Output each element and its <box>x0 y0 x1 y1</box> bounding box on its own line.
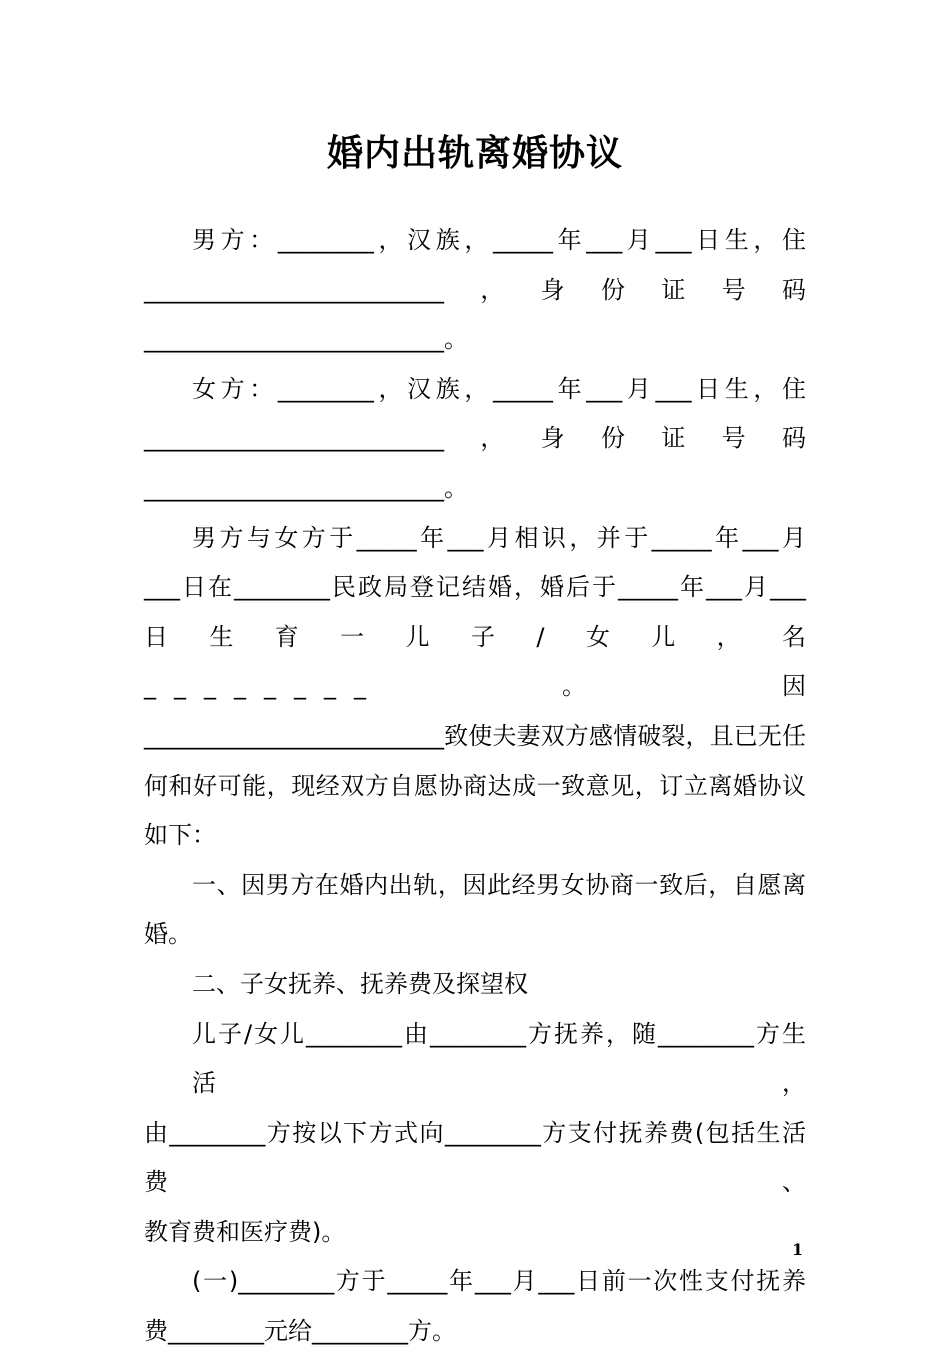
female-party-line-2: _________________________，身份证号码 <box>144 424 806 453</box>
marriage-line-3: 日生育一儿子/女儿，名________。因 <box>144 622 824 701</box>
paragraph-female-party <box>144 365 806 514</box>
document-body <box>144 216 824 1357</box>
paragraph-child-custody <box>144 1010 806 1258</box>
female-party-line-1: 女方：________，汉族，_____年___月___日生，住 <box>192 374 806 403</box>
paragraph-male-party <box>144 216 806 365</box>
support-line-2: 费________元给________方。 <box>144 1317 456 1346</box>
clause-2-heading: 二、子女抚养、抚养费及探望权 <box>192 969 528 998</box>
custody-line-2: 由________方按以下方式向________方支付抚养费(包括生活费、 <box>144 1118 806 1197</box>
custody-line-1: 儿子/女儿________由________方抚养，随________方生活， <box>192 1019 806 1098</box>
male-party-line-2: _________________________，身份证号码 <box>144 275 806 304</box>
clause-1-line-1: 一、因男方在婚内出轨，因此经男女协商一致后，自愿离 <box>192 870 806 899</box>
marriage-line-1: 男方与女方于_____年___月相识，并于_____年___月 <box>192 523 806 552</box>
marriage-line-2: ___日在________民政局登记结婚，婚后于_____年___月___ <box>144 573 806 602</box>
paragraph-support-payment <box>144 1257 806 1356</box>
paragraph-clause-1 <box>144 861 806 960</box>
paragraph-marriage-history <box>144 514 824 861</box>
marriage-line-5: 何和好可能，现经双方自愿协商达成一致意见，订立离婚协议 <box>144 771 806 800</box>
support-line-1: (一)________方于_____年___月___日前一次性支付抚养 <box>192 1267 806 1296</box>
male-party-line-1: 男方：________，汉族，_____年___月___日生，住 <box>192 226 806 254</box>
female-party-line-3: _________________________。 <box>144 473 468 502</box>
male-party-line-3: _________________________。 <box>144 325 468 354</box>
clause-1-line-2: 婚。 <box>144 920 192 949</box>
marriage-line-6: 如下： <box>144 821 216 850</box>
custody-line-3: 教育费和医疗费)。 <box>144 1217 346 1246</box>
paragraph-clause-2-heading <box>144 960 806 1010</box>
marriage-line-4: _________________________致使夫妻双方感情破裂，且已无任 <box>144 721 806 750</box>
document-title: 婚内出轨离婚协议 <box>326 133 623 174</box>
page-number: 1 <box>792 1240 804 1259</box>
